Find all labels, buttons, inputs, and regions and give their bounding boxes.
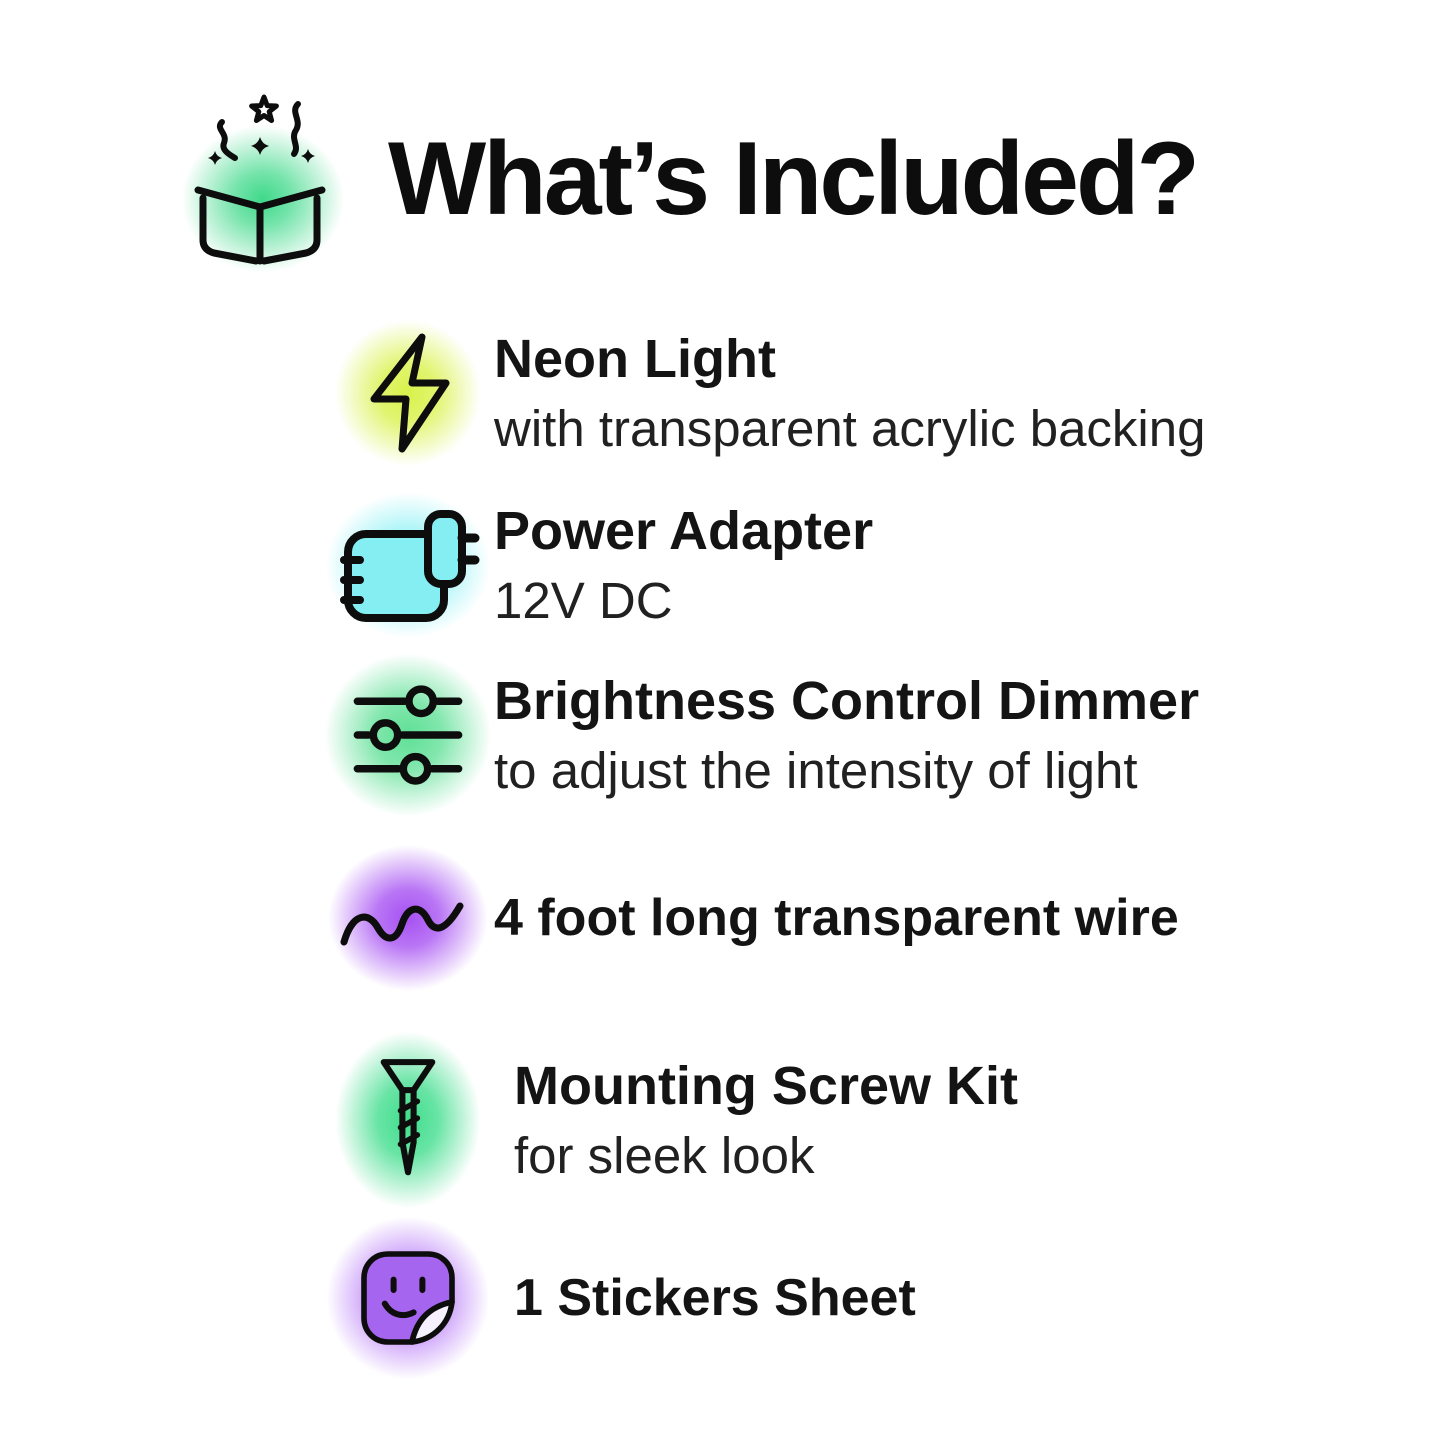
list-item-wire [322,843,1179,993]
page-title: What’s Included? [388,121,1198,237]
wavy-wire-icon [338,868,478,968]
item-title: Neon Light [494,329,776,389]
item-subtitle: 12V DC [494,571,673,629]
power-adapter-icon [336,504,480,626]
item-title: 4 foot long transparent wire [494,888,1179,947]
dimmer-sliders-icon [348,674,468,796]
list-item-power-adapter [322,490,873,640]
lightning-bolt-icon [362,331,454,455]
item-title: Power Adapter [494,501,874,561]
item-subtitle: with transparent acrylic backing [494,399,1206,457]
screw-icon [352,1054,464,1186]
item-subtitle: to adjust the intensity of light [494,741,1138,799]
list-item-neon-light [322,318,1206,468]
item-subtitle: for sleek look [514,1126,815,1184]
item-title: 1 Stickers Sheet [514,1268,916,1327]
item-title: Brightness Control Dimmer [494,671,1200,731]
sticker-smiley-icon [356,1246,460,1350]
open-box-sparkles-icon [188,94,334,266]
list-item-screw-kit [322,1045,1018,1195]
item-title: Mounting Screw Kit [514,1056,1018,1116]
list-item-dimmer [322,660,1199,810]
list-item-stickers [322,1223,916,1373]
